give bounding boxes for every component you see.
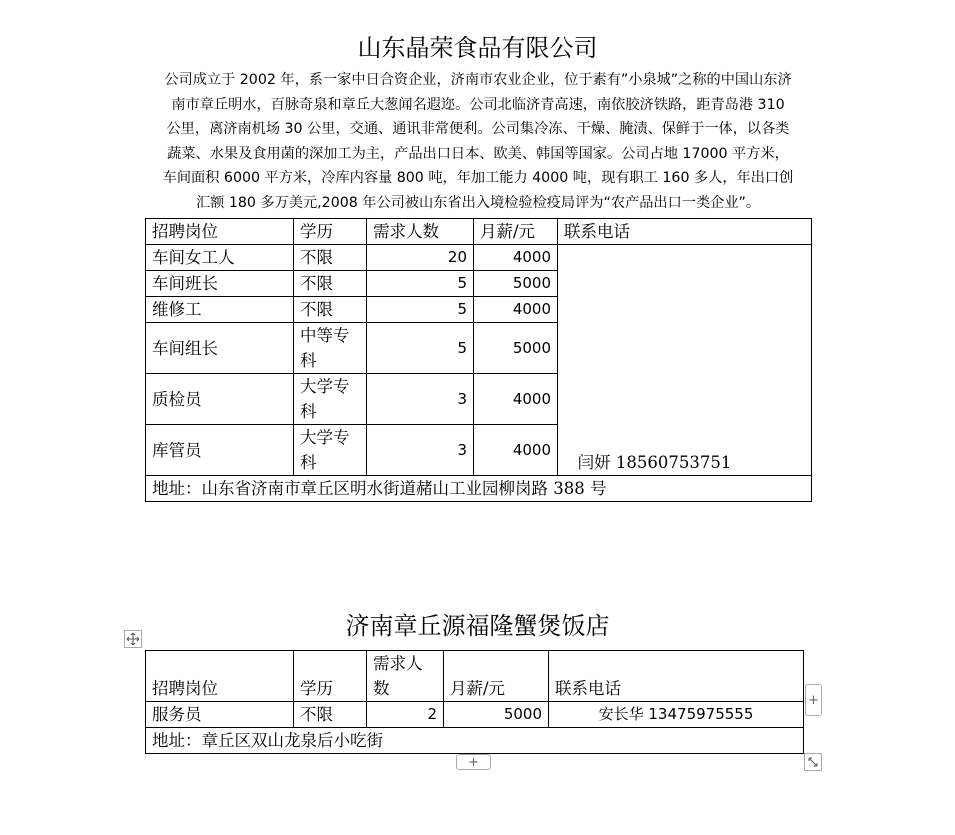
header-position[interactable]: 招聘岗位 — [146, 219, 294, 245]
intro-line: 汇额 180 多万美元,2008 年公司被山东省出入境检验检疫局评为“农产品出口一类企业”。 — [195, 194, 761, 211]
cell-address[interactable]: 地址：山东省济南市章丘区明水街道赭山工业园柳岗路 388 号 — [146, 476, 812, 502]
cell-position[interactable]: 车间女工人 — [146, 245, 294, 271]
intro-line: 公司成立于 2002 年，系一家中日合资企业，济南市农业企业，位于素有”小泉城”之称的中国山东济 — [164, 72, 792, 88]
header-count[interactable]: 需求人数 — [367, 219, 474, 245]
cell-count[interactable]: 3 — [367, 425, 474, 476]
cell-count[interactable]: 20 — [367, 245, 474, 271]
table-header-row — [146, 651, 804, 702]
cell-salary[interactable]: 4000 — [474, 297, 558, 323]
cell-salary[interactable]: 5000 — [444, 702, 549, 728]
company1-title: 山东晶荣食品有限公司 — [357, 34, 598, 62]
company1-intro — [140, 68, 816, 215]
cell-contact[interactable] — [558, 245, 812, 476]
address-row — [146, 476, 812, 502]
move-icon[interactable] — [124, 630, 142, 648]
intro-line: 公里，离济南机场 30 公里，交通、通讯非常便利。公司集冷冻、干燥、腌渍、保鲜于一体，以各类 — [166, 121, 790, 137]
cell-position[interactable]: 库管员 — [146, 425, 294, 476]
cell-position[interactable]: 维修工 — [146, 297, 294, 323]
cell-count[interactable]: 5 — [367, 297, 474, 323]
cell-education[interactable]: 不限 — [294, 297, 367, 323]
header-salary[interactable]: 月薪/元 — [474, 219, 558, 245]
cell-education[interactable]: 不限 — [294, 702, 367, 728]
add-row-button[interactable]: + — [456, 754, 491, 770]
header-education[interactable]: 学历 — [294, 651, 367, 702]
cell-position[interactable]: 车间组长 — [146, 323, 294, 374]
table-header-row — [146, 219, 812, 245]
cell-count[interactable]: 2 — [367, 702, 444, 728]
cell-address[interactable]: 地址：章丘区双山龙泉后小吃街 — [146, 728, 804, 754]
intro-line: 车间面积 6000 平方米，冷库内容量 800 吨，年加工能力 4000 吨，现有职工 160 多人，年出口创 — [162, 170, 794, 186]
cell-position[interactable]: 质检员 — [146, 374, 294, 425]
header-contact[interactable]: 联系电话 — [549, 651, 804, 702]
company2-job-table — [145, 650, 804, 754]
cell-salary[interactable]: 4000 — [474, 425, 558, 476]
resize-arrow-icon — [807, 756, 819, 768]
cell-salary[interactable]: 5000 — [474, 271, 558, 297]
move-arrows-icon — [126, 632, 140, 646]
cell-education[interactable]: 不限 — [294, 245, 367, 271]
cell-contact[interactable]: 安长华 13475975555 — [549, 702, 804, 728]
cell-salary[interactable]: 4000 — [474, 374, 558, 425]
header-position[interactable]: 招聘岗位 — [146, 651, 294, 702]
header-contact[interactable]: 联系电话 — [558, 219, 812, 245]
intro-line: 蔬菜、水果及食用菌的深加工为主，产品出口日本、欧美、韩国等国家。公司占地 17000 平方米， — [167, 145, 789, 162]
contact-text: 闫妍 18560753751 — [577, 453, 732, 472]
cell-count[interactable]: 3 — [367, 374, 474, 425]
cell-education[interactable]: 不限 — [294, 271, 367, 297]
add-column-button[interactable]: + — [805, 684, 822, 716]
cell-count[interactable]: 5 — [367, 323, 474, 374]
cell-education[interactable]: 中等专科 — [294, 323, 367, 374]
header-count[interactable]: 需求人数 — [367, 651, 444, 702]
cell-education[interactable]: 大学专科 — [294, 425, 367, 476]
table-row — [146, 702, 804, 728]
intro-line: 南市章丘明水，百脉奇泉和章丘大葱闻名遐迩。公司北临济青高速，南依胶济铁路，距青岛港 310 — [171, 96, 785, 113]
company2-title: 济南章丘源福隆蟹煲饭店 — [345, 612, 610, 640]
cell-count[interactable]: 5 — [367, 271, 474, 297]
cell-salary[interactable]: 4000 — [474, 245, 558, 271]
cell-salary[interactable]: 5000 — [474, 323, 558, 374]
resize-icon[interactable] — [804, 753, 822, 771]
cell-education[interactable]: 大学专科 — [294, 374, 367, 425]
table-row — [146, 245, 812, 271]
header-salary[interactable]: 月薪/元 — [444, 651, 549, 702]
address-row — [146, 728, 804, 754]
header-education[interactable]: 学历 — [294, 219, 367, 245]
cell-position[interactable]: 服务员 — [146, 702, 294, 728]
company1-job-table — [145, 218, 812, 502]
cell-position[interactable]: 车间班长 — [146, 271, 294, 297]
